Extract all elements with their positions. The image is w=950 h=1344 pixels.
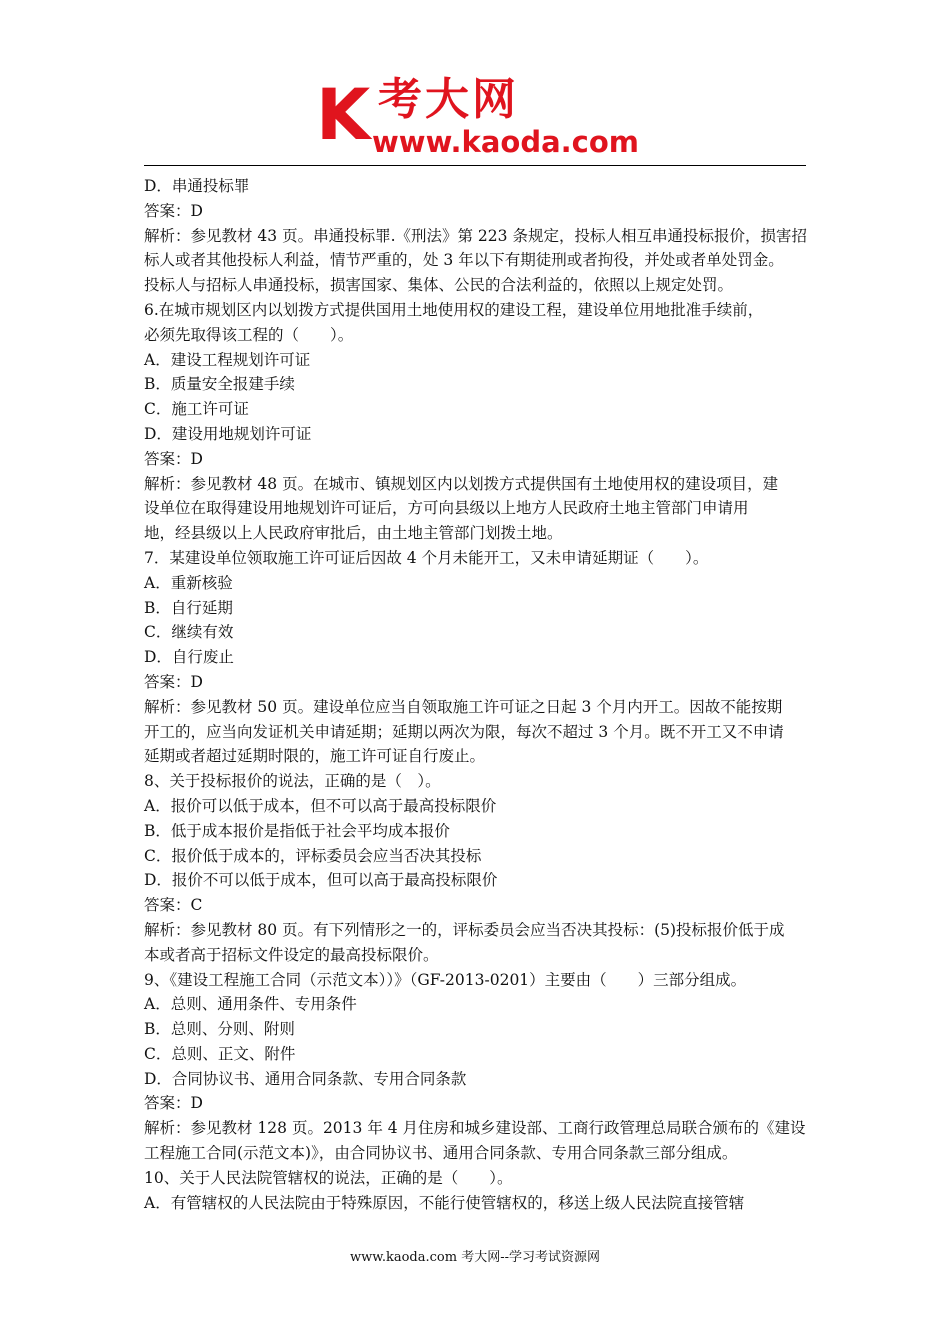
text-line: 解析：参见教材 128 页。2013 年 4 月住房和城乡建设部、工商行政管理总局联合颁布的《建设: [144, 1119, 806, 1138]
text-line: D．建设用地规划许可证: [144, 424, 312, 443]
text-line: C．报价低于成本的，评标委员会应当否决其投标: [144, 846, 482, 865]
document-body: [144, 174, 810, 1215]
text-line: 地，经县级以上人民政府审批后，由土地主管部门划拨土地。: [144, 524, 563, 543]
text-line: B．低于成本报价是指低于社会平均成本报价: [144, 821, 450, 840]
text-line: A．建设工程规划许可证: [144, 350, 311, 369]
text-line: 7．某建设单位领取施工许可证后因故 4 个月未能开工，又未申请延期证（ ）。: [144, 548, 709, 567]
text-line: 9、《建设工程施工合同（示范文本））》（GF-2013-0201）主要由（ ）三部分组成。: [144, 970, 747, 989]
text-line: 开工的，应当向发证机关申请延期；延期以两次为限，每次不超过 3 个月。既不开工又不申请: [144, 722, 784, 741]
text-line: D．自行废止: [144, 648, 234, 667]
text-line: A．重新核验: [144, 573, 233, 592]
text-line: C．继续有效: [144, 623, 234, 642]
text-line: B．自行延期: [144, 598, 233, 617]
text-line: 本或者高于招标文件设定的最高投标限价。: [144, 945, 439, 964]
text-line: 答案：C: [144, 896, 203, 915]
kaoda-logo[interactable]: [316, 76, 646, 162]
text-line: C．总则、正文、附件: [144, 1044, 296, 1063]
text-line: 标人或者其他投标人利益，情节严重的，处 3 年以下有期徒刑或者拘役，并处或者单处罚金。: [144, 251, 784, 270]
logo-k-mark: K: [316, 74, 369, 156]
text-line: B．总则、分则、附则: [144, 1020, 295, 1039]
text-line: 设单位在取得建设用地规划许可证后，方可向县级以上地方人民政府土地主管部门申请用: [144, 499, 749, 518]
text-line: 解析：参见教材 50 页。建设单位应当自领取施工许可证之日起 3 个月内开工。因故不能按期: [144, 697, 783, 716]
text-line: 工程施工合同(示范文本)》，由合同协议书、通用合同条款、专用合同条款三部分组成。: [144, 1144, 738, 1163]
text-line: 解析：参见教材 43 页。串通投标罪.《刑法》第 223 条规定，投标人相互串通投标报价，损害招: [144, 226, 807, 245]
text-line: A．有管辖权的人民法院由于特殊原因，不能行使管辖权的，移送上级人民法院直接管辖: [144, 1193, 745, 1212]
text-line: 答案：D: [144, 201, 203, 220]
text-line: D．报价不可以低于成本，但可以高于最高投标限价: [144, 871, 498, 890]
text-line: 解析：参见教材 48 页。在城市、镇规划区内以划拨方式提供国有土地使用权的建设项目，建: [144, 474, 779, 493]
text-line: 解析：参见教材 80 页。有下列情形之一的，评标委员会应当否决其投标：(5)投标报价低于成: [144, 920, 785, 939]
text-line: C．施工许可证: [144, 400, 249, 419]
logo-url: www.kaoda.com: [372, 125, 639, 159]
text-line: 10、关于人民法院管辖权的说法，正确的是（ ）。: [144, 1168, 513, 1187]
text-line: 投标人与招标人串通投标，损害国家、集体、公民的合法利益的，依照以上规定处罚。: [144, 276, 734, 295]
text-line: B．质量安全报建手续: [144, 375, 295, 394]
header-divider: [144, 165, 806, 166]
text-line: 延期或者超过延期时限的，施工许可证自行废止。: [144, 747, 486, 766]
text-line: 答案：D: [144, 449, 203, 468]
text-line: A．报价可以低于成本，但不可以高于最高投标限价: [144, 796, 497, 815]
text-line: D．串通投标罪: [144, 177, 250, 195]
text-line: 答案：D: [144, 1094, 203, 1113]
text-line: 答案：D: [144, 672, 203, 691]
text-line: 8、关于投标报价的说法，正确的是（ ）。: [144, 772, 441, 791]
text-line: 6.在城市规划区内以划拨方式提供国用土地使用权的建设工程，建设单位用地批准手续前，: [144, 300, 764, 319]
text-line: A．总则、通用条件、专用条件: [144, 995, 357, 1014]
text-line: 必须先取得该工程的（ ）。: [144, 325, 354, 344]
page-footer: www.kaoda.com 考大网--学习考试资源网: [350, 1250, 600, 1265]
logo-chinese-name: 考大网: [378, 74, 519, 125]
text-line: D．合同协议书、通用合同条款、专用合同条款: [144, 1069, 467, 1088]
